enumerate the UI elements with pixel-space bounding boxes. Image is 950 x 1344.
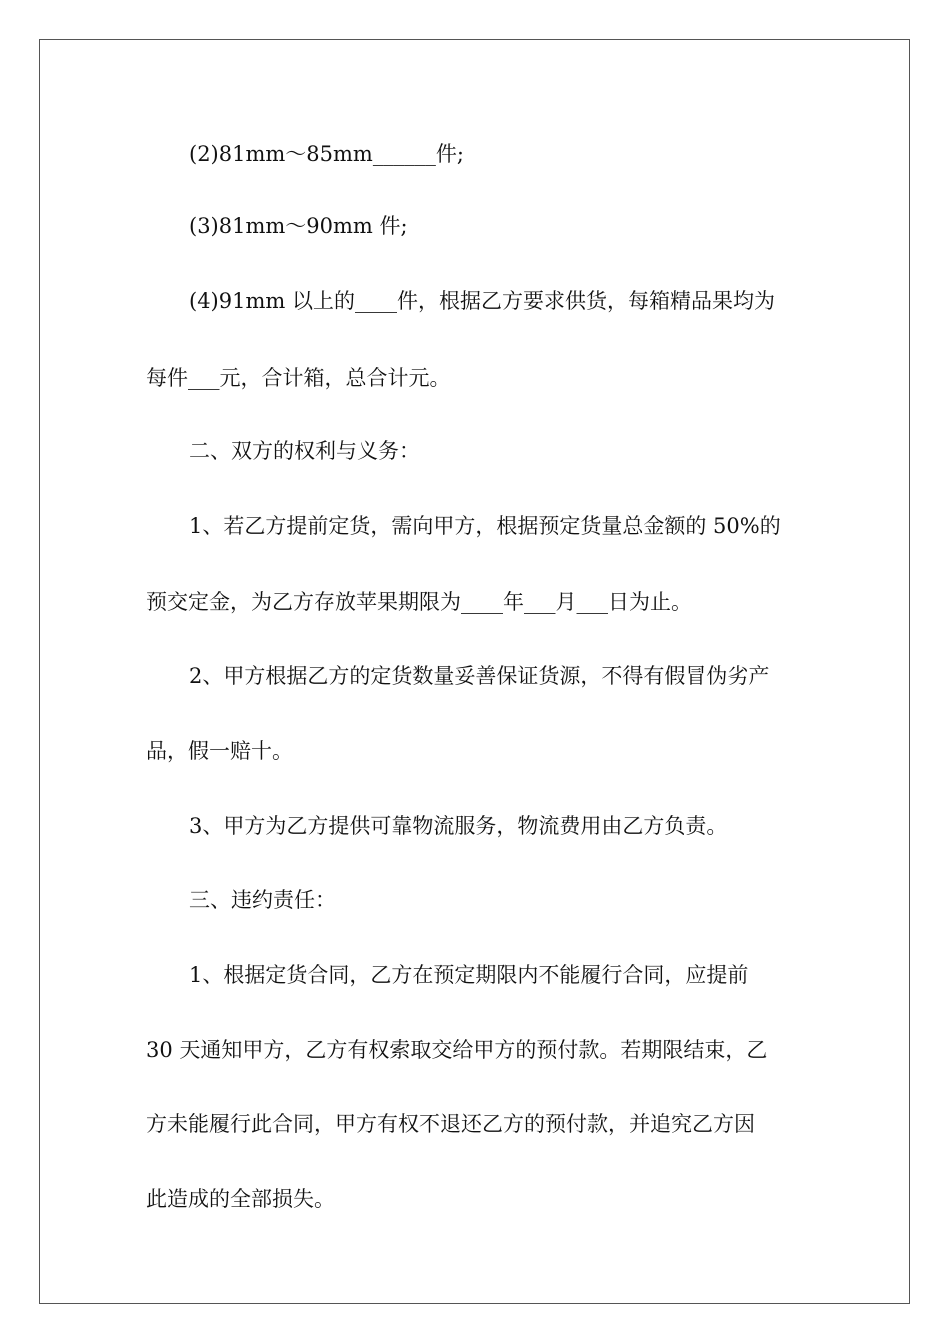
spec-item-3: (3)81mm～90mm 件; [189,214,408,238]
clause-2-1-line-1: 1、若乙方提前定货，需向甲方，根据预定货量总金额的 50%的 [189,514,781,538]
price-line: 每件___元，合计箱，总合计元。 [146,366,451,390]
clause-3-1-line-3: 方未能履行此合同，甲方有权不退还乙方的预付款，并追究乙方因 [146,1112,755,1136]
clause-2-1-line-2: 预交定金，为乙方存放苹果期限为____年___月___日为止。 [146,590,692,614]
clause-2-2-line-1: 2、甲方根据乙方的定货数量妥善保证货源，不得有假冒伪劣产 [189,664,770,688]
clause-3-1-line-4: 此造成的全部损失。 [146,1187,335,1211]
clause-3-1-line-1: 1、根据定货合同，乙方在预定期限内不能履行合同，应提前 [189,963,749,987]
clause-2-3: 3、甲方为乙方提供可靠物流服务，物流费用由乙方负责。 [189,814,728,838]
spec-item-4: (4)91mm 以上的____件，根据乙方要求供货，每箱精品果均为 [189,289,775,313]
section-3-heading: 三、违约责任： [189,888,336,912]
clause-2-2-line-2: 品，假一赔十。 [146,739,293,763]
clause-3-1-line-2: 30 天通知甲方，乙方有权索取交给甲方的预付款。若期限结束，乙 [146,1038,768,1062]
section-2-heading: 二、双方的权利与义务： [189,439,420,463]
spec-item-2: (2)81mm～85mm______件; [189,142,464,166]
